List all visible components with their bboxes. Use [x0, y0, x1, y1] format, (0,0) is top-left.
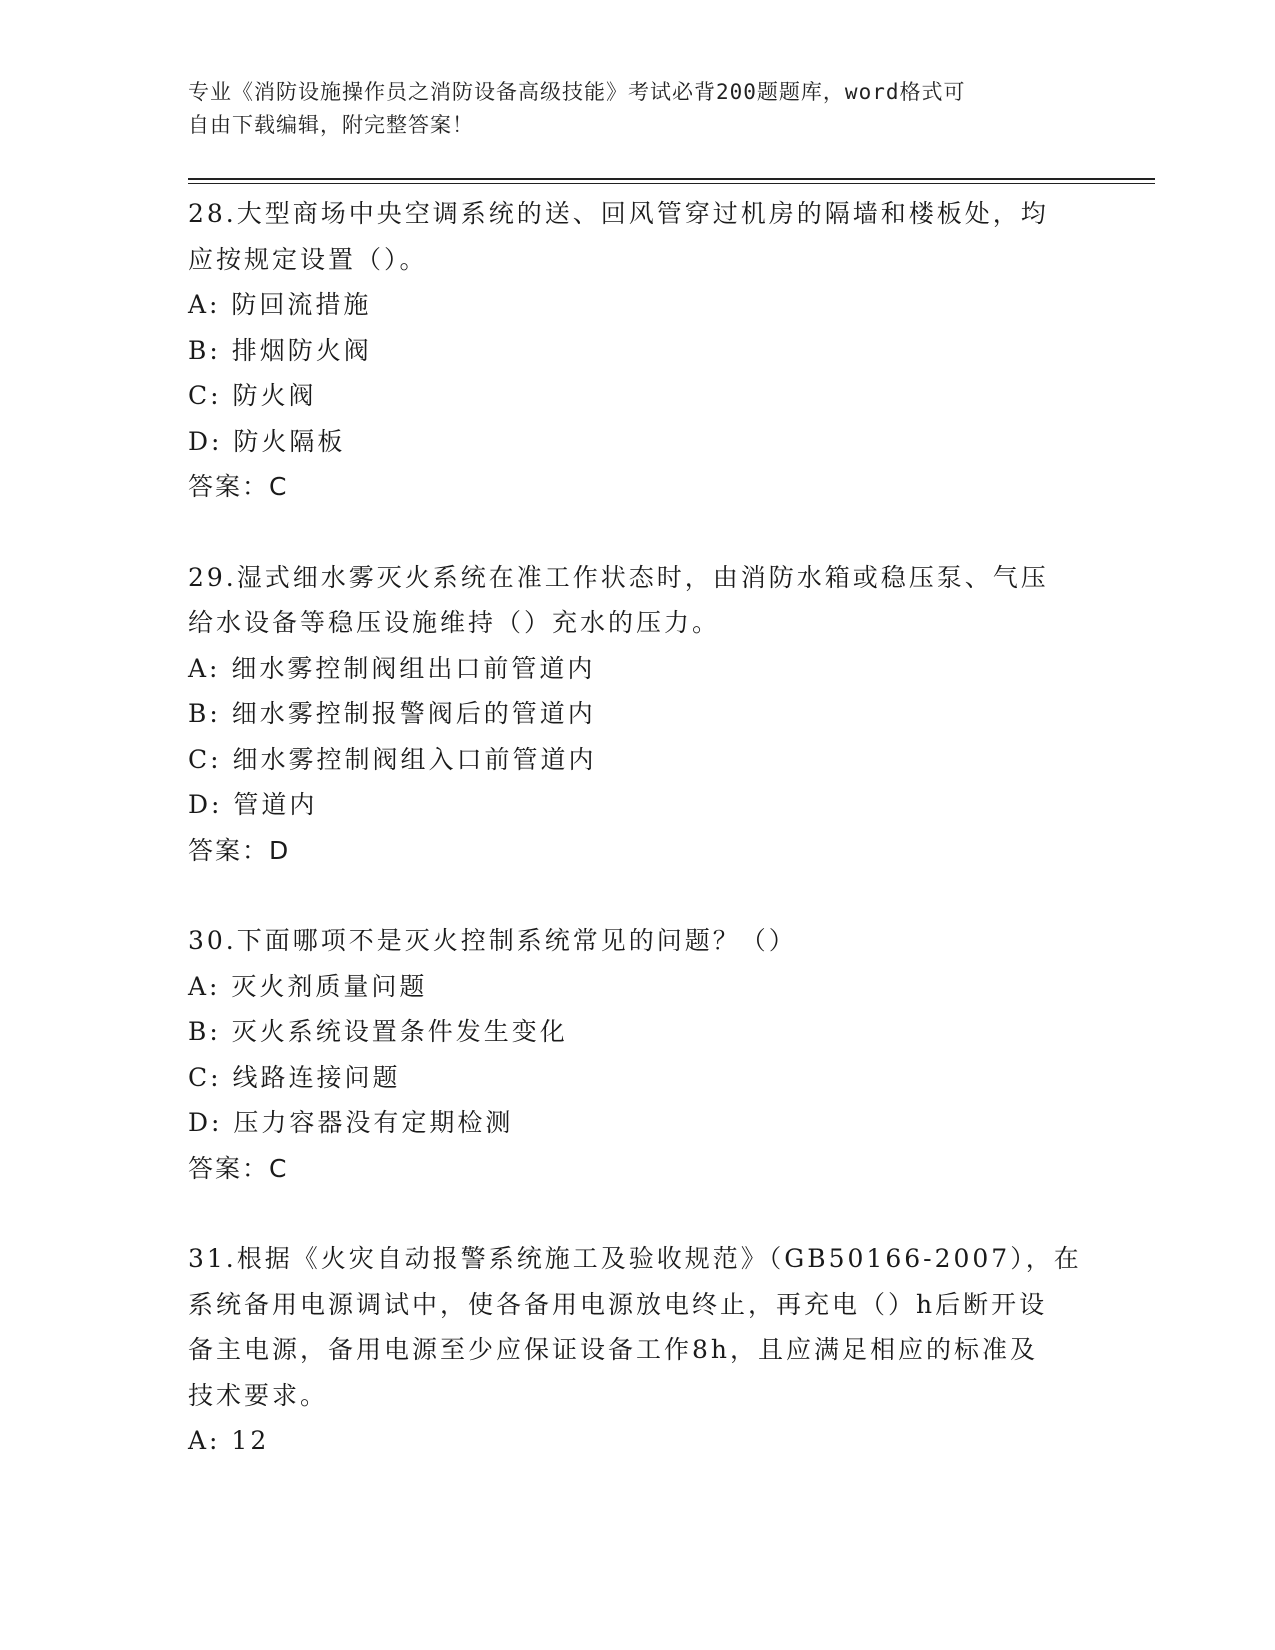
header-divider-thick — [188, 178, 1155, 180]
question-29 — [188, 555, 1088, 874]
question-stem-line: 29.湿式细水雾灭火系统在准工作状态时，由消防水箱或稳压泵、气压 — [188, 562, 1049, 592]
option-b: B: 灭火系统设置条件发生变化 — [188, 1017, 568, 1046]
question-stem-line: 系统备用电源调试中，使各备用电源放电终止，再充电（）h后断开设 — [188, 1289, 1048, 1319]
option-c: C: 细水雾控制阀组入口前管道内 — [188, 744, 597, 774]
question-31 — [188, 1236, 1088, 1464]
option-a: A: 防回流措施 — [188, 290, 372, 319]
answer: 答案：D — [188, 835, 291, 865]
option-c: C: 线路连接问题 — [188, 1062, 401, 1092]
option-b: B: 排烟防火阀 — [188, 335, 372, 365]
option-d: D: 压力容器没有定期检测 — [188, 1108, 514, 1137]
question-stem-line: 31.根据《火灾自动报警系统施工及验收规范》（GB50166-2007），在 — [188, 1244, 1082, 1273]
answer: 答案：C — [188, 1153, 289, 1183]
option-d: D: 管道内 — [188, 790, 318, 819]
question-30 — [188, 918, 1088, 1191]
question-stem-line: 应按规定设置（）。 — [188, 244, 428, 274]
option-a: A: 细水雾控制阀组出口前管道内 — [188, 653, 596, 683]
question-28 — [188, 191, 1088, 510]
question-list — [188, 191, 1088, 1509]
answer: 答案：C — [188, 472, 289, 501]
question-stem-line: 给水设备等稳压设施维持（）充水的压力。 — [188, 608, 721, 637]
option-b: B: 细水雾控制报警阀后的管道内 — [188, 699, 596, 728]
question-stem-line: 备主电源，备用电源至少应保证设备工作8h，且应满足相应的标准及 — [188, 1335, 1039, 1364]
option-a: A: 灭火剂质量问题 — [188, 971, 428, 1001]
document-header — [188, 76, 1068, 142]
option-a: A: 12 — [188, 1426, 270, 1455]
option-d: D: 防火隔板 — [188, 426, 346, 456]
header-line-1: 专业《消防设施操作员之消防设备高级技能》考试必背200题题库，word格式可 — [188, 80, 966, 104]
question-stem-line: 技术要求。 — [188, 1380, 329, 1410]
header-divider-thin — [188, 183, 1155, 184]
header-line-2: 自由下载编辑，附完整答案！ — [188, 113, 474, 137]
question-stem-line: 30.下面哪项不是灭火控制系统常见的问题？（） — [188, 926, 797, 955]
question-stem-line: 28.大型商场中央空调系统的送、回风管穿过机房的隔墙和楼板处，均 — [188, 199, 1049, 228]
option-c: C: 防火阀 — [188, 381, 317, 410]
